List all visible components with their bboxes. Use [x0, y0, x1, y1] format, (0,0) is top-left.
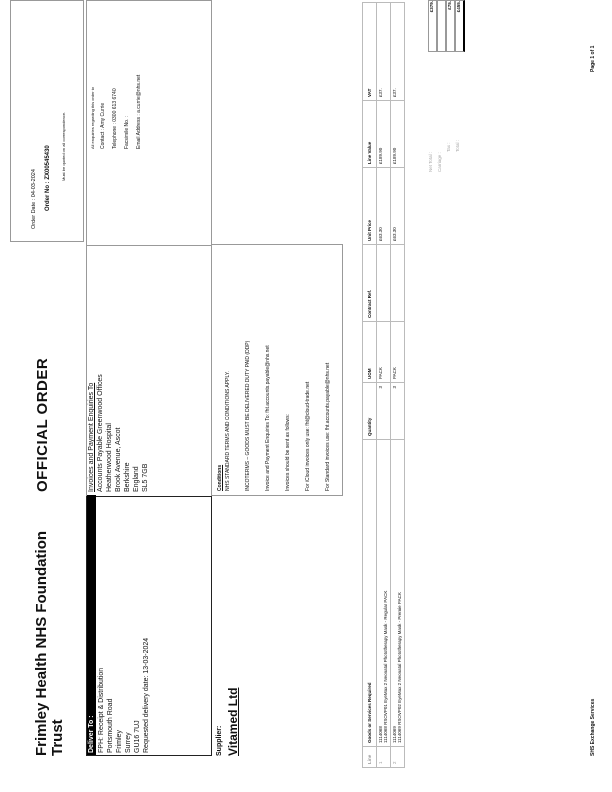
order-date: Order Date : 04-03-2024	[31, 169, 37, 229]
deliver-line: FPH: Receipt & Distribution	[98, 667, 105, 753]
condition-line: For iCloud invoices only use: fht@cloud-trade.net	[305, 381, 311, 491]
tax-label: Tax :	[446, 142, 451, 152]
conditions-heading: Conditions	[217, 464, 223, 491]
col-line: Line	[363, 747, 377, 768]
invoice-line: Berkshire	[124, 462, 131, 492]
deliver-line: Frimley	[116, 730, 123, 753]
condition-line: NHS STANDARD TERMS AND CONDITIONS APPLY.	[225, 371, 231, 491]
tax-value: £75.	[446, 0, 455, 52]
invoice-line: England	[133, 466, 140, 492]
order-info-box	[10, 0, 84, 242]
invoice-line: Heatherwood Hospital	[106, 423, 113, 492]
trust-name: Frimley Health NHS Foundation Trust	[33, 530, 66, 756]
cell-unit-price: £63.30	[391, 168, 405, 245]
col-quantity: Quantity	[363, 383, 377, 440]
col-uom: UOM	[363, 322, 377, 383]
deliver-to-box	[86, 496, 212, 756]
cell-uom: PACK	[377, 322, 391, 383]
total-label: Total :	[455, 139, 460, 152]
cell-vat: £37.	[391, 3, 405, 101]
contact-phone: Telephone : 0300 613 6740	[112, 88, 118, 149]
cell-line-value: £189.90	[391, 101, 405, 168]
table-row	[391, 3, 405, 768]
order-note: Must be quoted on all correspondence.	[61, 111, 66, 181]
cell-quantity: 3	[377, 383, 391, 440]
condition-line: INCOTERMS – GOODS MUST BE DELIVERED DUTY PAID (DDP)	[245, 340, 251, 491]
supplier-name: Vitamed Ltd	[226, 687, 240, 756]
net-total-label: Net Total :	[428, 151, 433, 172]
cell-vat: £37.	[377, 3, 391, 101]
col-line-value: Line Value	[363, 101, 377, 168]
condition-line: Invoices should be sent as follows:	[285, 414, 291, 491]
cell-contract-ref	[391, 245, 405, 322]
contact-box	[86, 0, 212, 246]
delivery-date: Requested delivery date: 13-03-2024	[143, 637, 150, 753]
col-unit-price: Unit Price	[363, 168, 377, 245]
col-contract-ref: Contract Ref.	[363, 245, 377, 322]
net-total-value: £379.	[428, 0, 437, 52]
cell-uom: PACK	[391, 322, 405, 383]
cell-unit-price: £63.30	[377, 168, 391, 245]
deliver-to-heading: Deliver To :	[87, 495, 96, 755]
deliver-line: Portsmouth Road	[107, 698, 114, 753]
cell-line: 2	[391, 747, 405, 768]
carriage-label: Carriage :	[437, 152, 442, 172]
supplier-label: Supplier:	[216, 725, 223, 756]
col-vat: VAT	[363, 3, 377, 101]
cell-quantity: 3	[391, 383, 405, 440]
carriage-value	[437, 0, 446, 52]
cell-contract-ref	[377, 245, 391, 322]
page-title: OFFICIAL ORDER	[34, 357, 51, 492]
cell-goods	[377, 440, 391, 747]
footer-source: SHS Exchange Services	[590, 698, 596, 756]
table-header-row	[363, 3, 377, 768]
supplier-box	[212, 498, 302, 756]
col-goods: Goods or Services Required	[363, 440, 377, 747]
item-code: 1114069	[392, 726, 397, 743]
contact-fax: Facsimile No. :	[124, 115, 130, 149]
conditions-box	[212, 244, 343, 496]
page-number: Page 1 of 1	[590, 45, 596, 72]
invoice-line: SL5 7GB	[142, 463, 149, 492]
order-items-table	[362, 2, 405, 768]
cell-line: 1	[377, 747, 391, 768]
invoice-address-box	[86, 245, 212, 496]
item-code: 1114068	[378, 726, 383, 743]
cell-goods	[391, 440, 405, 747]
item-description: 1114068 RSOVP01 EyeMax 2 Neonatal Phototherapy Mask - Regular PACK	[383, 590, 388, 743]
order-number: Order No : ZX00545430	[45, 145, 51, 211]
invoice-line: Brook Avenue, Ascot	[115, 427, 122, 492]
total-value: £455.	[455, 0, 465, 52]
invoice-line: Accounts Payable Greenwood Offices	[97, 374, 104, 492]
table-row	[377, 3, 391, 768]
condition-line: Invoice and Payment Enquiries To: fht.accounts.payable@nhs.net	[265, 345, 271, 491]
contact-email: Email Address : a.currie@nhs.net	[136, 74, 142, 149]
cell-line-value: £189.90	[377, 101, 391, 168]
invoice-heading: Invoices and Payment Enquiries To	[88, 382, 95, 492]
contact-intro: All enquiries regarding this order to	[90, 86, 95, 149]
contact-name: Contact : Amy Currie	[100, 102, 106, 149]
item-description: 1114069 RSOVP02 EyeMax 2 Neonatal Phototherapy Mask - Premie PACK	[397, 592, 402, 743]
condition-line: For Standard invoices use: fht.accounts.payable@nhs.net	[325, 362, 331, 491]
deliver-line: GU16 7UJ	[134, 720, 141, 753]
deliver-line: Surrey	[125, 732, 132, 753]
